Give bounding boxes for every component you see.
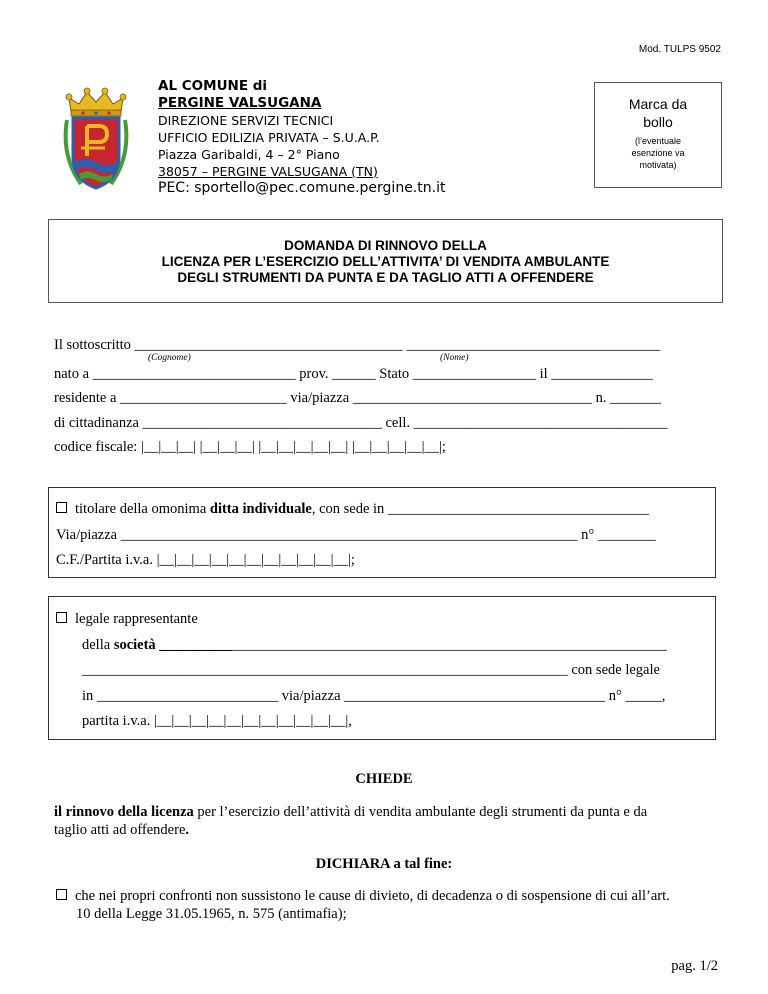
- name-caption: (Nome): [440, 353, 469, 363]
- residence-field[interactable]: residente a _______________________ via/piazza _________________________________ n. _______: [54, 390, 661, 406]
- company-name-field[interactable]: [82, 637, 667, 654]
- form-code: Mod. TULPS 9502: [638, 44, 721, 55]
- office-line: 38057 – PERGINE VALSUGANA (TN): [158, 164, 378, 179]
- company-vat-field[interactable]: partita i.v.a. |__|__|__|__|__|__|__|__|__|__|__|,: [82, 713, 352, 729]
- request-period: .: [185, 822, 190, 838]
- ditta-vat-field[interactable]: C.F./Partita i.v.a. |__|__|__|__|__|__|__|__|__|__|__|;: [56, 552, 355, 568]
- document-title: DOMANDA DI RINNOVO DELLA: [284, 238, 487, 253]
- declaration-text-line2: 10 della Legge 31.05.1965, n. 575 (antimafia);: [76, 906, 347, 922]
- coat-of-arms-icon: [61, 86, 131, 194]
- request-text-part: per l’esercizio dell’attività di vendita ambulante degli strumenti da punta e da: [193, 804, 648, 820]
- company-address-field[interactable]: in _________________________ via/piazza ____________________________________ n° _____,: [82, 688, 666, 704]
- ditta-text: titolare della omonima: [75, 501, 210, 517]
- document-title: DEGLI STRUMENTI DA PUNTA E DA TAGLIO ATTI A OFFENDERE: [177, 270, 594, 285]
- birth-field[interactable]: nato a ____________________________ prov. ______ Stato _________________ il ______________: [54, 366, 653, 382]
- office-line: UFFICIO EDILIZIA PRIVATA – S.U.A.P.: [158, 130, 380, 145]
- document-title-box: [48, 219, 723, 303]
- stamp-title: Marca da: [628, 96, 688, 112]
- stamp-note: (l’eventuale: [634, 136, 682, 146]
- sole-proprietorship-line: [56, 501, 649, 518]
- stamp-note: esenzione va: [631, 148, 685, 158]
- declaration-heading: DICHIARA a tal fine:: [315, 856, 453, 872]
- checkbox-icon[interactable]: [56, 502, 67, 513]
- request-heading: CHIEDE: [355, 771, 413, 787]
- addressee-block: [158, 78, 445, 197]
- checkbox-icon[interactable]: [56, 612, 67, 623]
- pec-address: PEC: sportello@pec.comune.pergine.tn.it: [158, 180, 446, 196]
- company-seat-field[interactable]: ___________________________________________________________________ con sede legale: [82, 662, 660, 678]
- ditta-seat-field[interactable]: , con sede in ____________________________________: [311, 501, 649, 517]
- company-rep-line: [56, 611, 198, 628]
- page-number: pag. 1/2: [671, 958, 718, 974]
- request-text: [54, 804, 724, 821]
- document-title: LICENZA PER L’ESERCIZIO DELL’ATTIVITA’ DI VENDITA AMBULANTE: [161, 254, 610, 269]
- request-text-line2: [54, 822, 189, 839]
- office-line: DIREZIONE SERVIZI TECNICI: [158, 113, 334, 128]
- stamp-title: bollo: [643, 114, 673, 130]
- stamp-note: motivata): [639, 160, 677, 170]
- tax-code-field[interactable]: codice fiscale: |__|__|__| |__|__|__| |__|__|__|__|__| |__|__|__|__|__|;: [54, 439, 446, 455]
- declaration-item: [56, 888, 670, 905]
- surname-caption: (Cognome): [148, 353, 191, 363]
- ditta-bold: ditta individuale: [209, 501, 312, 517]
- ditta-address-field[interactable]: Via/piazza _______________________________________________________________ n° ________: [56, 527, 656, 543]
- request-text-part: taglio atti ad offendere: [54, 822, 186, 838]
- declaration-text: che nei propri confronti non sussistono le cause di divieto, di decadenza o di sospensione di cui all’art.: [75, 888, 670, 904]
- citizenship-field[interactable]: di cittadinanza _________________________________ cell. ___________________________________: [54, 415, 668, 431]
- company-text: della: [82, 637, 114, 653]
- company-bold: società __________: [113, 637, 232, 653]
- addressee-municipality: PERGINE VALSUGANA: [158, 95, 322, 111]
- office-line: Piazza Garibaldi, 4 – 2° Piano: [158, 147, 340, 162]
- surname-name-field[interactable]: Il sottoscritto _____________________________________ ___________________________________: [54, 337, 661, 353]
- request-bold: il rinnovo della licenza: [54, 804, 194, 820]
- revenue-stamp-box: [594, 82, 722, 188]
- company-name-blank[interactable]: ____________________________________________________________: [231, 637, 667, 653]
- checkbox-icon[interactable]: [56, 889, 67, 900]
- company-rep-label: legale rappresentante: [75, 611, 198, 627]
- addressee-line: AL COMUNE di: [158, 78, 268, 94]
